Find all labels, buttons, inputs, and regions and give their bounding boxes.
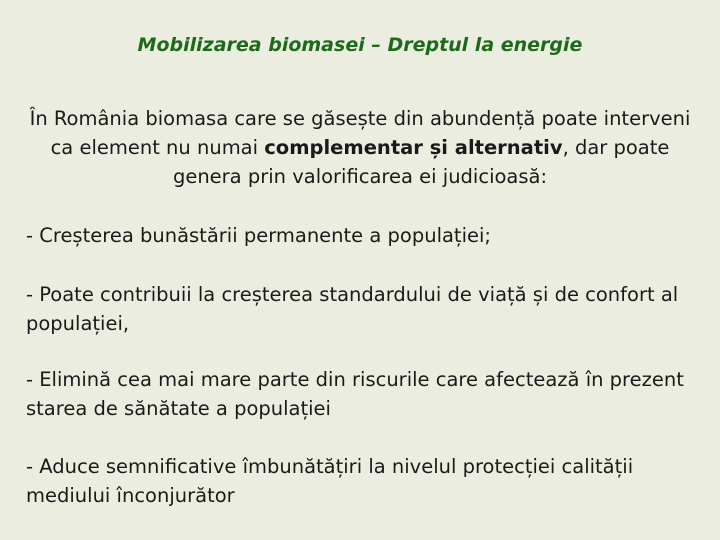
intro-paragraph (20, 104, 700, 191)
intro-text-end: , dar poate genera prin valorificarea ei judicioasă: (172, 136, 670, 188)
bullet-item-1: - Creșterea bunăstării permanente a populației; (26, 224, 491, 247)
intro-text-start: În România biomasa care se găsește din abundență poate interveni ca element nu numai (29, 107, 691, 159)
bullet-item-3: - Elimină cea mai mare parte din riscurile care afectează în prezent starea de sănătate a populației (26, 368, 684, 420)
intro-emphasis: complementar și alternativ (264, 136, 563, 159)
bullet-item-2: - Poate contribuii la creșterea standardului de viață și de confort al populației, (26, 283, 679, 335)
slide-title: Mobilizarea biomasei – Dreptul la energie (137, 34, 583, 56)
bullet-item-4: - Aduce semnificative îmbunătățiri la nivelul protecției calității mediului înconjurător (26, 455, 634, 507)
